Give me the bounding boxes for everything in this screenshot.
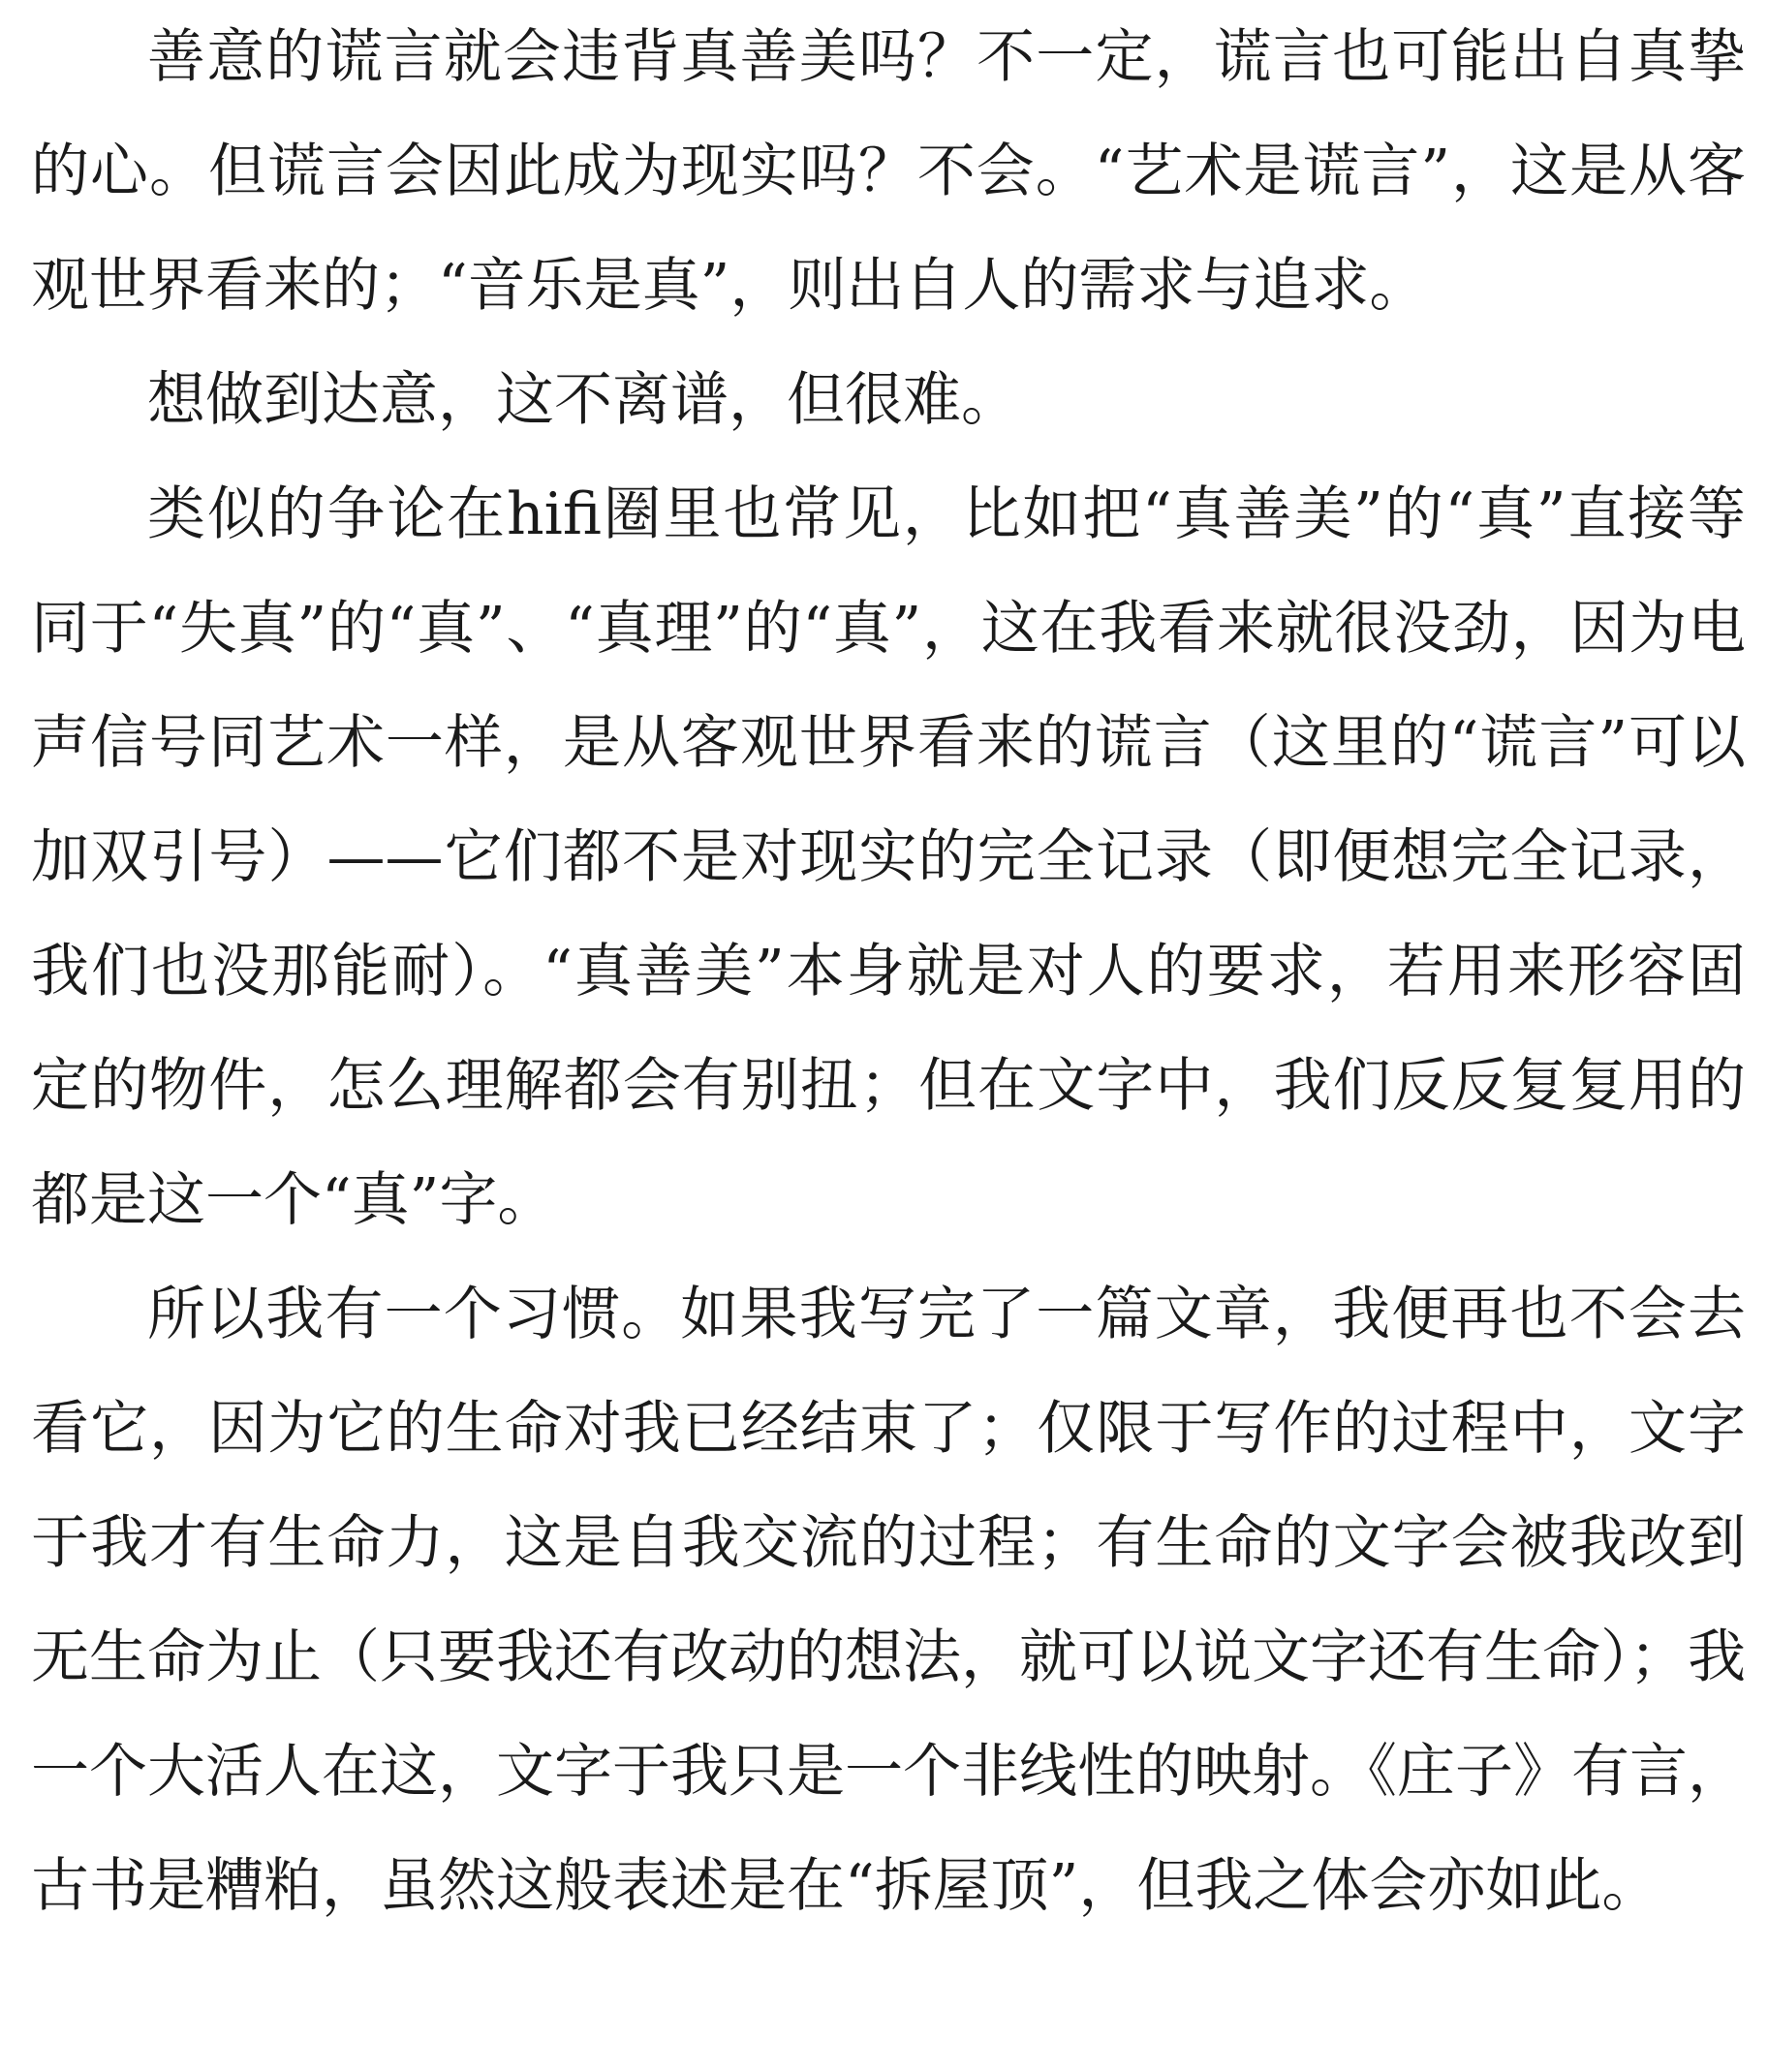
paragraph-3: 类似的争论在hifi圈里也常见，比如把“真善美”的“真”直接等同于“失真”的“真”、“真理”的“真”，这在我看来就很没劲，因为电声信号同艺术一样，是从客观世界看来的谎言（这里的“谎言”可以加双引号）——它们都不是对现实的完全记录（即便想完全记录，我们也没那能耐）。“真善美”本身就是对人的要求，若用来形容固定的物件，怎么理解都会有别扭；但在文字中，我们反反复复用的都是这一个“真”字。: [31, 480, 1746, 1234]
paragraph-2: 想做到达意，这不离谱，但很难。: [147, 366, 1019, 434]
paragraph-1: 善意的谎言就会违背真善美吗？不一定，谎言也可能出自真挚的心。但谎言会因此成为现实吗？不会。“艺术是谎言”，这是从客观世界看来的；“音乐是真”，则出自人的需求与追求。: [31, 23, 1746, 320]
paragraph-4: 所以我有一个习惯。如果我写完了一篇文章，我便再也不会去看它，因为它的生命对我已经结束了；仅限于写作的过程中，文字于我才有生命力，这是自我交流的过程；有生命的文字会被我改到无生命为止（只要我还有改动的想法，就可以说文字还有生命）；我一个大活人在这，文字于我只是一个非线性的映射。《庄子》有言，古书是糟粕，虽然这般表述是在“拆屋顶”，但我之体会亦如此。: [31, 1281, 1746, 1920]
document-page: [31, 0, 1746, 2072]
